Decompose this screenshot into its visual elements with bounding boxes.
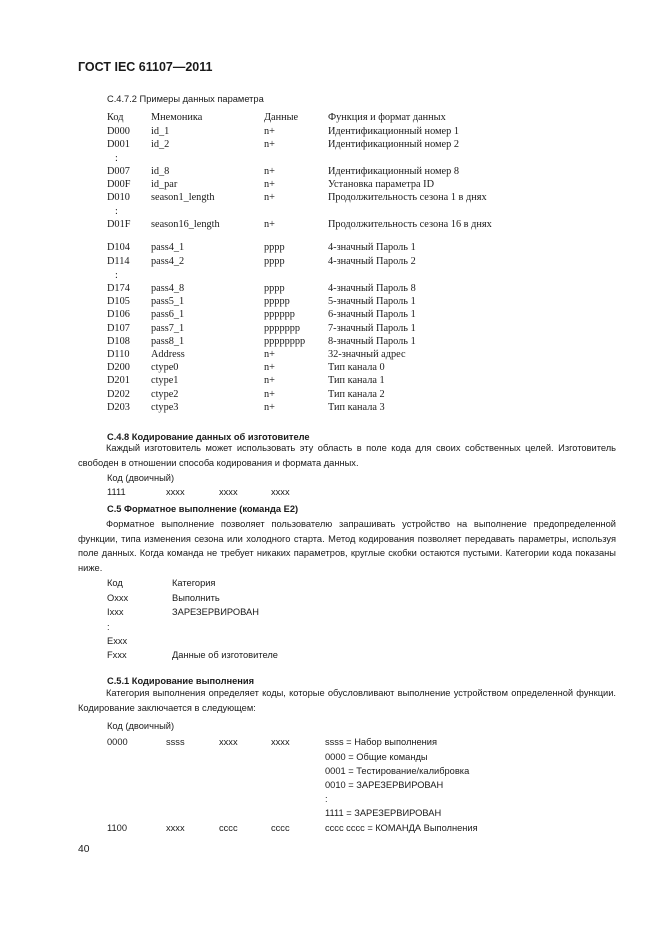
table-row-cell-mnemonic: id_8 [151, 166, 170, 177]
table-row-cell-mnemonic: ctype3 [151, 402, 179, 413]
c48-code-cell: xxxx [166, 487, 185, 497]
c51-code-cell: xxxx [166, 823, 185, 833]
table-row-cell-data: n+ [264, 126, 275, 137]
table-row-cell-function: Идентификационный номер 2 [328, 139, 459, 150]
category-code: Oxxx [107, 593, 129, 603]
execution-note: 1111 = ЗАРЕЗЕРВИРОВАН [325, 808, 442, 818]
execution-note: 0010 = ЗАРЕЗЕРВИРОВАН [325, 780, 444, 790]
table-row-cell-code: D106 [107, 309, 130, 320]
table-row-cell-data: n+ [264, 139, 275, 150]
table-row-cell-mnemonic: pass5_1 [151, 296, 185, 307]
c48-code-label: Код (двоичный) [107, 473, 175, 483]
table-row-cell-function: 5-значный Пароль 1 [328, 296, 416, 307]
c51-code-cell: cccc [219, 823, 238, 833]
table-row-cell-code: D105 [107, 296, 130, 307]
table-row-cell-function: Тип канала 1 [328, 375, 385, 386]
table-row-cell-code: D104 [107, 242, 130, 253]
section-c48-heading: С.4.8 Кодирование данных об изготовителе [107, 432, 310, 442]
table-row-cell-function: Тип канала 2 [328, 389, 385, 400]
table-row-cell-code: : [115, 206, 118, 217]
section-c5-paragraph: Форматное выполнение позволяет пользователю запрашивать устройство на выполнение предопределенной функции, типа изменения сезона или холодного старта. Метод кодирования позволяет передавать параметры, используя поле данных. Когда команда не требует никаких параметров, круглые скобки остаются пустыми. Категории кода показаны ниже. [78, 519, 616, 573]
table-row-cell-data: ppppp [264, 296, 290, 307]
section-c5-heading: С.5 Форматное выполнение (команда Е2) [107, 504, 299, 514]
col-header-mnemonic: Мнемоника [151, 112, 203, 123]
table-row-cell-mnemonic: pass6_1 [151, 309, 185, 320]
c48-code-cell: xxxx [219, 487, 238, 497]
table-row-cell-mnemonic: ctype1 [151, 375, 179, 386]
table-row-cell-function: 4-значный Пароль 8 [328, 283, 416, 294]
table-row-cell-data: n+ [264, 389, 275, 400]
category-code: Exxx [107, 636, 128, 646]
category-name: Данные об изготовителе [172, 650, 278, 660]
category-code: Fxxx [107, 650, 127, 660]
table-row-cell-function: 32-значный адрес [328, 349, 406, 360]
table-row-cell-function: Установка параметра ID [328, 179, 435, 190]
table-row-cell-data: pppp [264, 256, 285, 267]
col-header-data: Данные [264, 112, 299, 123]
table-row-cell-code: D174 [107, 283, 130, 294]
table-row-cell-mnemonic: pass4_2 [151, 256, 185, 267]
table-row-cell-code: D01F [107, 219, 131, 230]
category-name: ЗАРЕЗЕРВИРОВАН [172, 607, 259, 617]
table-row-cell-data: pppppppp [264, 336, 306, 347]
table-row-cell-data: n+ [264, 166, 275, 177]
section-c472-title: С.4.7.2 Примеры данных параметра [107, 94, 264, 104]
table-row-cell-code: : [115, 270, 118, 281]
c51-code-cell: 1100 [107, 823, 127, 833]
table-row-cell-code: D201 [107, 375, 130, 386]
section-c48-paragraph: Каждый изготовитель может использовать эту область в поле кода для своих собственных целей. Изготовитель свободен в отношении способа кодирования и формата данных. [78, 443, 616, 468]
category-name: Категория [172, 578, 216, 588]
c51-code-cell: xxxx [271, 737, 290, 747]
table-row-cell-mnemonic: pass4_8 [151, 283, 185, 294]
table-row-cell-code: D010 [107, 192, 130, 203]
execution-note: 0000 = Общие команды [325, 752, 428, 762]
table-row-cell-code: D00F [107, 179, 131, 190]
table-row-cell-function: Тип канала 0 [328, 362, 385, 373]
table-row-cell-code: D001 [107, 139, 130, 150]
table-row-cell-code: D114 [107, 256, 130, 267]
table-row-cell-data: n+ [264, 179, 275, 190]
table-row-cell-data: n+ [264, 362, 275, 373]
table-row-cell-code: D202 [107, 389, 130, 400]
category-code: : [107, 622, 110, 632]
c48-code-cell: xxxx [271, 487, 290, 497]
table-row-cell-function: Тип канала 3 [328, 402, 385, 413]
col-header-function: Функция и формат данных [328, 112, 446, 123]
col-header-code: Код [107, 112, 124, 123]
c51-code-cell: cccc [271, 823, 290, 833]
table-row-cell-function: Идентификационный номер 8 [328, 166, 459, 177]
table-row-cell-function: Продолжительность сезона 1 в днях [328, 192, 487, 203]
table-row-cell-function: 7-значный Пароль 1 [328, 323, 416, 334]
table-row-cell-function: 8-значный Пароль 1 [328, 336, 416, 347]
table-row-cell-data: pppp [264, 283, 285, 294]
c48-code-cell: 1111 [107, 487, 126, 497]
table-row-cell-code: D000 [107, 126, 130, 137]
table-row-cell-function: Продолжительность сезона 16 в днях [328, 219, 492, 230]
page-number: 40 [78, 844, 90, 855]
table-row-cell-data: ppppppp [264, 323, 301, 334]
table-row-cell-mnemonic: ctype2 [151, 389, 179, 400]
table-row-cell-data: n+ [264, 192, 275, 203]
table-row-cell-data: n+ [264, 349, 275, 360]
execution-note: : [325, 794, 328, 804]
table-row-cell-mnemonic: pass4_1 [151, 242, 185, 253]
table-row-cell-data: pppppp [264, 309, 295, 320]
table-row-cell-code: D107 [107, 323, 130, 334]
table-row-cell-data: n+ [264, 402, 275, 413]
category-name: Выполнить [172, 593, 220, 603]
table-row-cell-function: Идентификационный номер 1 [328, 126, 459, 137]
table-row-cell-mnemonic: season16_length [151, 219, 220, 230]
execution-note: ssss = Набор выполнения [325, 737, 438, 747]
category-code: Код [107, 578, 123, 588]
table-row-cell-function: 4-значный Пароль 2 [328, 256, 416, 267]
table-row-cell-data: n+ [264, 375, 275, 386]
table-row-cell-function: 4-значный Пароль 1 [328, 242, 416, 253]
table-row-cell-mnemonic: pass7_1 [151, 323, 185, 334]
section-c51-paragraph: Категория выполнения определяет коды, которые обусловливают выполнение устройством определенной функции. Кодирование заключается в следующем: [78, 688, 616, 713]
table-row-cell-data: pppp [264, 242, 285, 253]
c51-code-cell: xxxx [219, 737, 238, 747]
c51-code-label: Код (двоичный) [107, 721, 175, 731]
page-header: ГОСТ IEC 61107—2011 [78, 60, 213, 74]
table-row-cell-mnemonic: id_par [151, 179, 178, 190]
table-row-cell-code: D203 [107, 402, 130, 413]
table-row-cell-data: n+ [264, 219, 275, 230]
table-row-cell-mnemonic: pass8_1 [151, 336, 185, 347]
table-row-cell-mnemonic: season1_length [151, 192, 215, 203]
c51-command-note: cccc cccc = КОМАНДА Выполнения [325, 823, 478, 833]
table-row-cell-mnemonic: ctype0 [151, 362, 179, 373]
table-row-cell-mnemonic: id_1 [151, 126, 170, 137]
c51-code-cell: 0000 [107, 737, 128, 747]
execution-note: 0001 = Тестирование/калибровка [325, 766, 470, 776]
c51-code-cell: ssss [166, 737, 185, 747]
table-row-cell-code: D108 [107, 336, 130, 347]
section-c51-heading: С.5.1 Кодирование выполнения [107, 676, 255, 686]
table-row-cell-mnemonic: Address [151, 349, 185, 360]
table-row-cell-code: D007 [107, 166, 130, 177]
table-row-cell-function: 6-значный Пароль 1 [328, 309, 416, 320]
table-row-cell-code: : [115, 153, 118, 164]
category-code: Ixxx [107, 607, 124, 617]
table-row-cell-code: D200 [107, 362, 130, 373]
table-row-cell-code: D110 [107, 349, 130, 360]
table-row-cell-mnemonic: id_2 [151, 139, 170, 150]
